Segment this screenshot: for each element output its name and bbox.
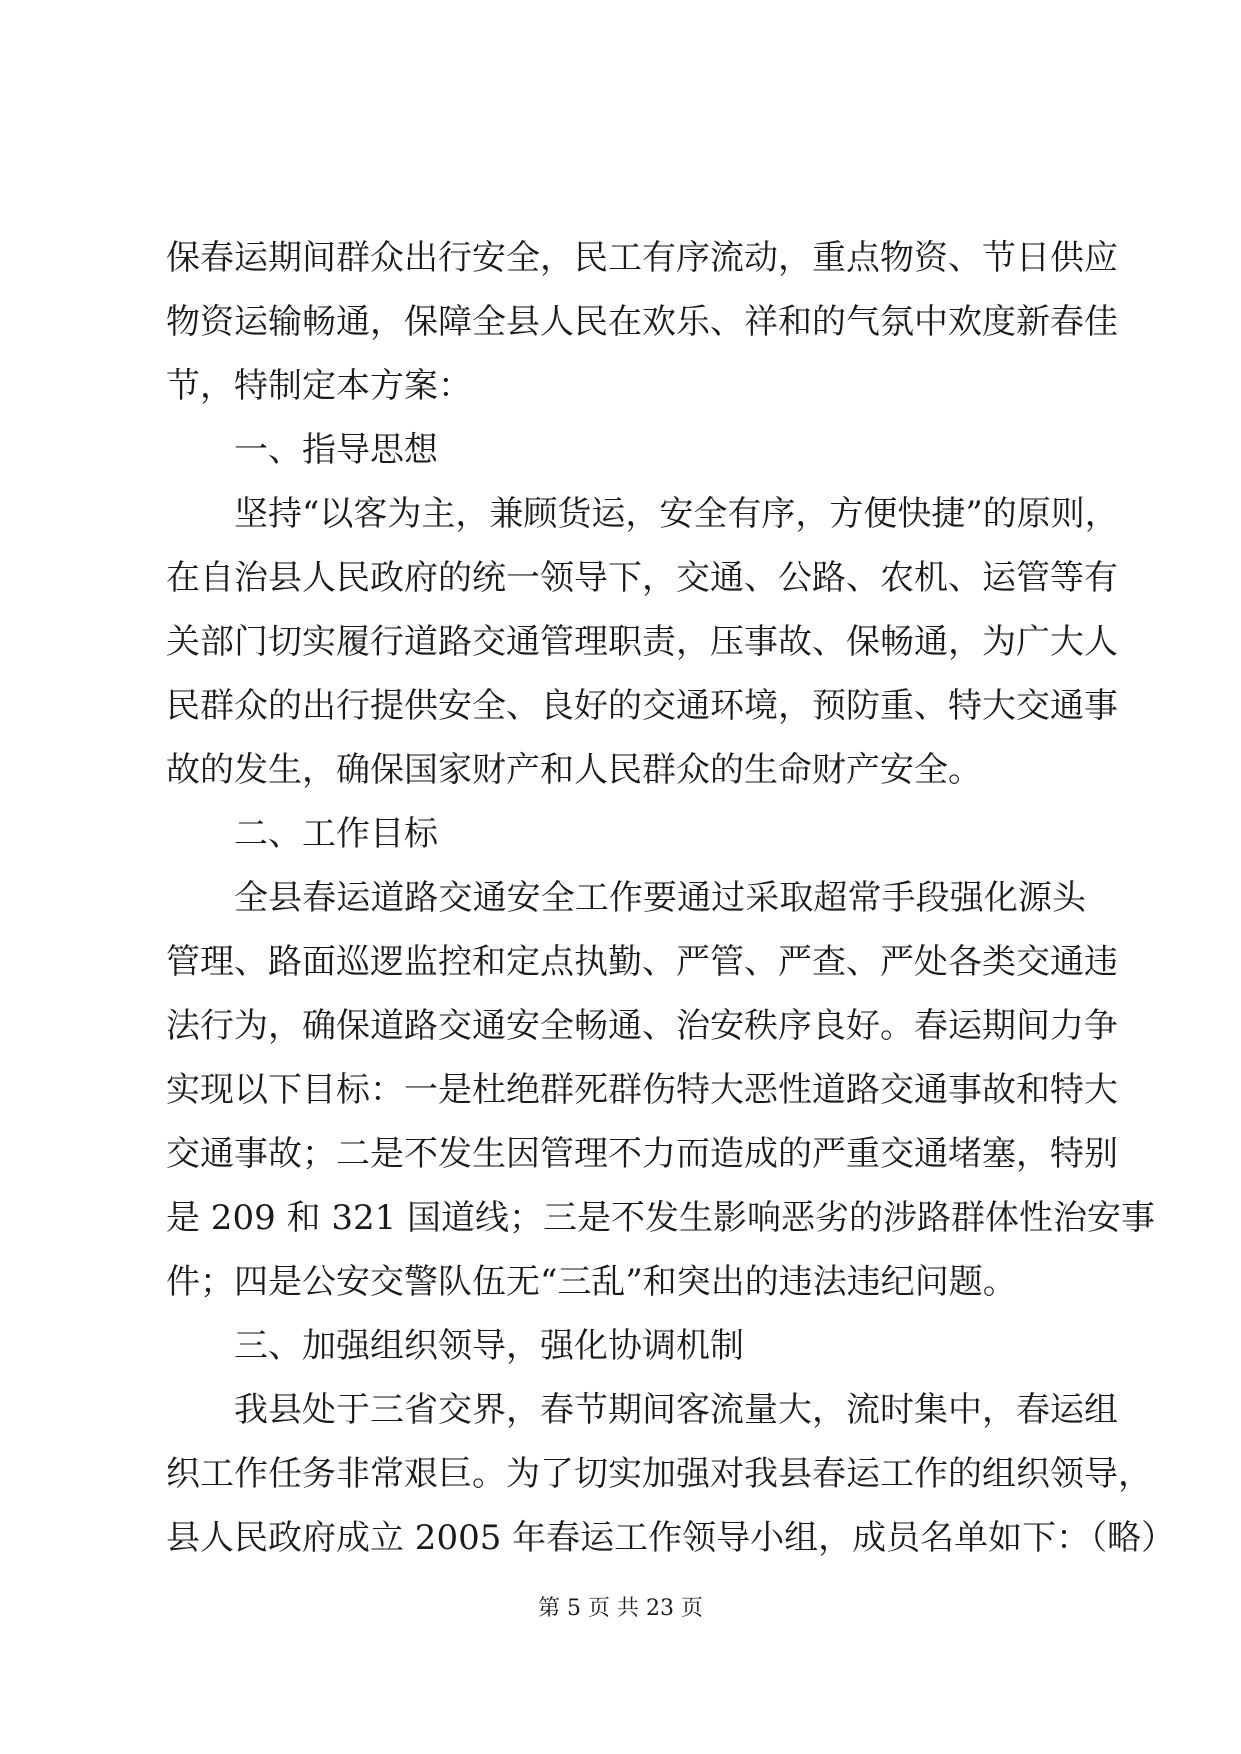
text-line: 县人民政府成立 2005 年春运工作领导小组，成员名单如下：（略） xyxy=(166,1518,1176,1558)
text-line: 三、加强组织领导，强化协调机制 xyxy=(234,1326,744,1366)
text-line: 保春运期间群众出行安全，民工有序流动，重点物资、节日供应 xyxy=(166,238,1118,278)
text-line: 是 209 和 321 国道线；三是不发生影响恶劣的涉路群体性治安事 xyxy=(166,1198,1156,1238)
text-line: 实现以下目标：一是杜绝群死群伤特大恶性道路交通事故和特大 xyxy=(166,1070,1118,1110)
text-line: 一、指导思想 xyxy=(234,430,438,470)
text-line: 交通事故；二是不发生因管理不力而造成的严重交通堵塞，特别 xyxy=(166,1134,1118,1174)
page-footer: 第 5 页 共 23 页 xyxy=(538,1596,703,1621)
text-line: 在自治县人民政府的统一领导下，交通、公路、农机、运管等有 xyxy=(166,558,1118,598)
text-line: 法行为，确保道路交通安全畅通、治安秩序良好。春运期间力争 xyxy=(166,1006,1118,1046)
text-line: 织工作任务非常艰巨。为了切实加强对我县春运工作的组织领导， xyxy=(166,1454,1152,1494)
text-line: 我县处于三省交界，春节期间客流量大，流时集中，春运组 xyxy=(234,1390,1118,1430)
text-line: 关部门切实履行道路交通管理职责，压事故、保畅通，为广大人 xyxy=(166,622,1118,662)
text-line: 物资运输畅通，保障全县人民在欢乐、祥和的气氛中欢度新春佳 xyxy=(166,302,1118,342)
text-line: 民群众的出行提供安全、良好的交通环境，预防重、特大交通事 xyxy=(166,686,1118,726)
document-body xyxy=(166,226,1176,1570)
text-line: 管理、路面巡逻监控和定点执勤、严管、严查、严处各类交通违 xyxy=(166,942,1118,982)
text-line: 件；四是公安交警队伍无“三乱”和突出的违法违纪问题。 xyxy=(166,1262,1017,1302)
text-line: 坚持“以客为主，兼顾货运，安全有序，方便快捷”的原则， xyxy=(234,494,1119,534)
text-line: 全县春运道路交通安全工作要通过采取超常手段强化源头 xyxy=(234,878,1086,918)
text-line: 节，特制定本方案： xyxy=(166,366,472,406)
text-line: 二、工作目标 xyxy=(234,814,438,854)
text-line: 故的发生，确保国家财产和人民群众的生命财产安全。 xyxy=(166,750,982,790)
